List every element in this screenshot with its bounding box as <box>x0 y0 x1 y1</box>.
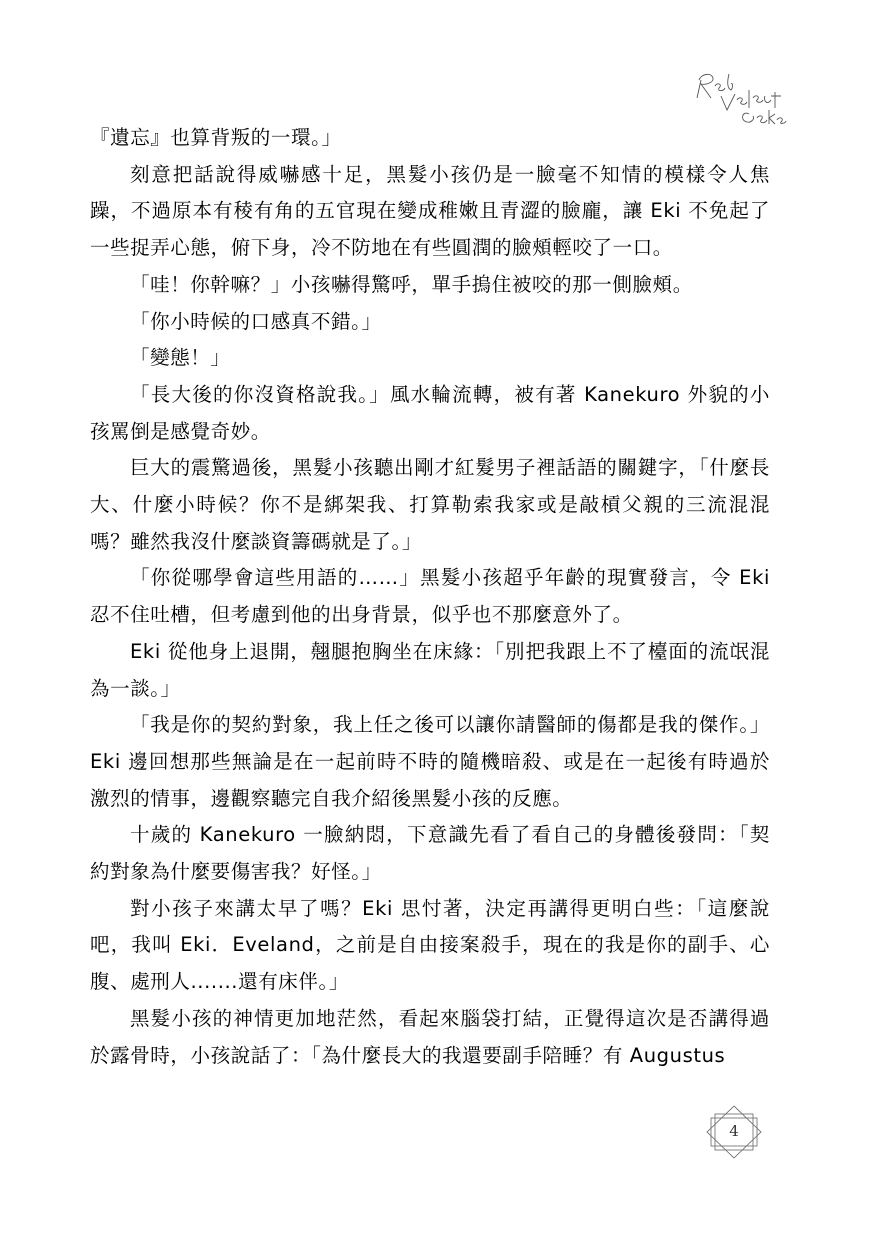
story-text-body <box>90 120 770 1074</box>
red-velvet-cake-logo <box>691 66 787 126</box>
paragraph: 對小孩子來講太早了嗎？Eki 思忖著，決定再講得更明白些：「這麼說吧，我叫 Eki．Eveland，之前是自由接案殺手，現在的我是你的副手、心腹、處刑人.......還有床伴。」 <box>90 896 770 994</box>
paragraph: 「你從哪學會這些用語的……」黑髮小孩超乎年齡的現實發言，令 Eki 忍不住吐槽，但考慮到他的出身背景，似乎也不那麼意外了。 <box>90 566 770 627</box>
paragraph: 「哇！你幹嘛？」小孩嚇得驚呼，單手摀住被咬的那一側臉頰。 <box>130 272 693 296</box>
paragraph: 黑髮小孩的神情更加地茫然，看起來腦袋打結，正覺得這次是否講得過於露骨時，小孩說話了：「為什麼長大的我還要副手陪睡？有 Augustus <box>90 1006 770 1067</box>
paragraph: 刻意把話說得威嚇感十足，黑髮小孩仍是一臉毫不知情的模樣令人焦躁，不過原本有稜有角的五官現在變成稚嫩且青澀的臉龐，讓 Eki 不免起了一些捉弄心態，俯下身，冷不防地在有些圓潤的臉頰輕咬了一口。 <box>90 162 770 260</box>
paragraph: 巨大的震驚過後，黑髮小孩聽出剛才紅髮男子裡話語的關鍵字，「什麼長大、什麼小時候？你不是綁架我、打算勒索我家或是敲槓父親的三流混混嗎？雖然我沒什麼談資籌碼就是了。」 <box>90 456 770 553</box>
paragraph: 「我是你的契約對象，我上任之後可以讓你請醫師的傷都是我的傑作。」Eki 邊回想那些無論是在一起前時不時的隨機暗殺、或是在一起後有時過於激烈的情事，邊觀察聽完自我介紹後黑髮小孩的反應。 <box>90 713 770 810</box>
paragraph: 十歲的 Kanekuro 一臉納悶，下意識先看了看自己的身體後發問：「契約對象為什麼要傷害我？好怪。」 <box>90 823 770 884</box>
paragraph: 『遺忘』也算背叛的一環。」 <box>90 126 342 149</box>
paragraph: 「變態！」 <box>130 346 231 370</box>
page-number-badge <box>703 1104 765 1162</box>
paragraph: 「長大後的你沒資格說我。」風水輪流轉，被有著 Kanekuro 外貌的小孩罵倒是感覺奇妙。 <box>90 382 770 443</box>
page-number: 4 <box>729 1122 739 1140</box>
paragraph: Eki 從他身上退開，翹腿抱胸坐在床緣：「別把我跟上不了檯面的流氓混為一談。」 <box>90 639 770 700</box>
paragraph: 「你小時候的口感真不錯。」 <box>130 309 382 333</box>
